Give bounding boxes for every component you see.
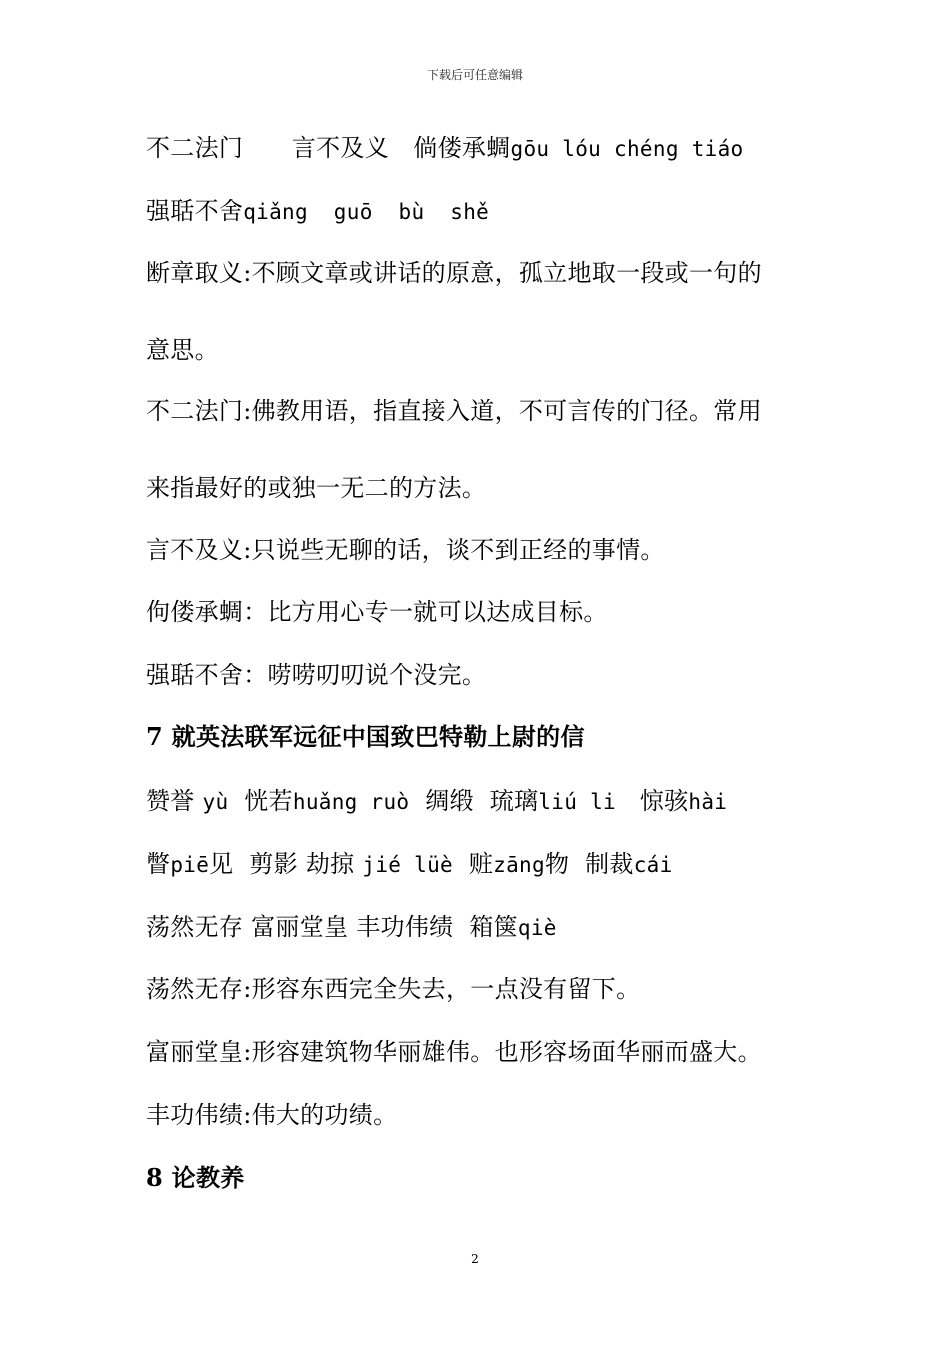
text-line <box>146 660 486 690</box>
section-heading <box>146 722 585 752</box>
line-text: 绸缎 琉璃 <box>409 787 539 815</box>
text-line <box>146 974 640 1004</box>
page-number: 2 <box>471 1252 479 1266</box>
pinyin-text: yù <box>202 790 229 814</box>
line-text: 瞥 <box>146 850 171 878</box>
line-text: 丰功伟绩:伟大的功绩。 <box>146 1101 398 1129</box>
line-text: 7 就英法联军远征中国致巴特勒上尉的信 <box>146 722 585 751</box>
text-line <box>146 786 727 817</box>
text-line <box>146 473 486 503</box>
line-text: 意思。 <box>146 336 219 364</box>
line-text: 不二法门 言不及义 倘偻承蜩 <box>146 134 511 162</box>
line-text: 强聒不舍 <box>146 197 244 225</box>
pinyin-text: huǎng ruò <box>292 790 410 814</box>
pinyin-text: jié lüè <box>362 853 453 877</box>
text-line <box>146 335 219 365</box>
line-text: 断章取义:不顾文章或讲话的原意，孤立地取一段或一句的 <box>146 259 762 287</box>
text-line <box>146 196 489 227</box>
line-text: 佝偻承蜩：比方用心专一就可以达成目标。 <box>146 598 608 626</box>
text-line <box>146 1100 397 1130</box>
text-line <box>146 258 762 288</box>
line-text: 见 剪影 劫掠 <box>209 850 363 878</box>
line-text: 恍若 <box>228 787 293 815</box>
pinyin-text: qiè <box>517 916 557 940</box>
line-text: 言不及义:只说些无聊的话，谈不到正经的事情。 <box>146 536 665 564</box>
text-line <box>146 133 743 164</box>
line-text: 赃 <box>452 850 494 878</box>
text-line <box>146 396 762 426</box>
line-text: 物 制裁 <box>544 850 634 878</box>
section-heading <box>146 1163 245 1193</box>
line-text: 来指最好的或独一无二的方法。 <box>146 474 487 502</box>
pinyin-text: qiǎng guō bù shě <box>243 200 490 224</box>
pinyin-text: liú li <box>538 790 616 814</box>
line-text: 富丽堂皇:形容建筑物华丽雄伟。也形容场面华丽而盛大。 <box>146 1038 762 1066</box>
text-line <box>146 849 673 880</box>
text-line <box>146 535 665 565</box>
pinyin-text: piē <box>170 853 210 877</box>
pinyin-text: hài <box>688 790 728 814</box>
line-text: 荡然无存:形容东西完全失去，一点没有留下。 <box>146 975 641 1003</box>
pinyin-text: gōu lóu chéng tiáo <box>510 137 744 161</box>
page-header: 下载后可任意编辑 <box>426 68 523 82</box>
text-line <box>146 1037 762 1067</box>
line-text: 8 论教养 <box>146 1163 245 1192</box>
pinyin-text: zāng <box>493 853 545 877</box>
text-line <box>146 912 557 943</box>
line-text: 强聒不舍：唠唠叨叨说个没完。 <box>146 661 487 689</box>
line-text: 荡然无存 富丽堂皇 丰功伟绩 箱箧 <box>146 913 518 941</box>
line-text: 惊骇 <box>615 787 689 815</box>
line-text: 赞誉 <box>146 787 203 815</box>
text-line <box>146 597 608 627</box>
line-text: 不二法门:佛教用语，指直接入道，不可言传的门径。常用 <box>146 397 762 425</box>
pinyin-text: cái <box>633 853 673 877</box>
